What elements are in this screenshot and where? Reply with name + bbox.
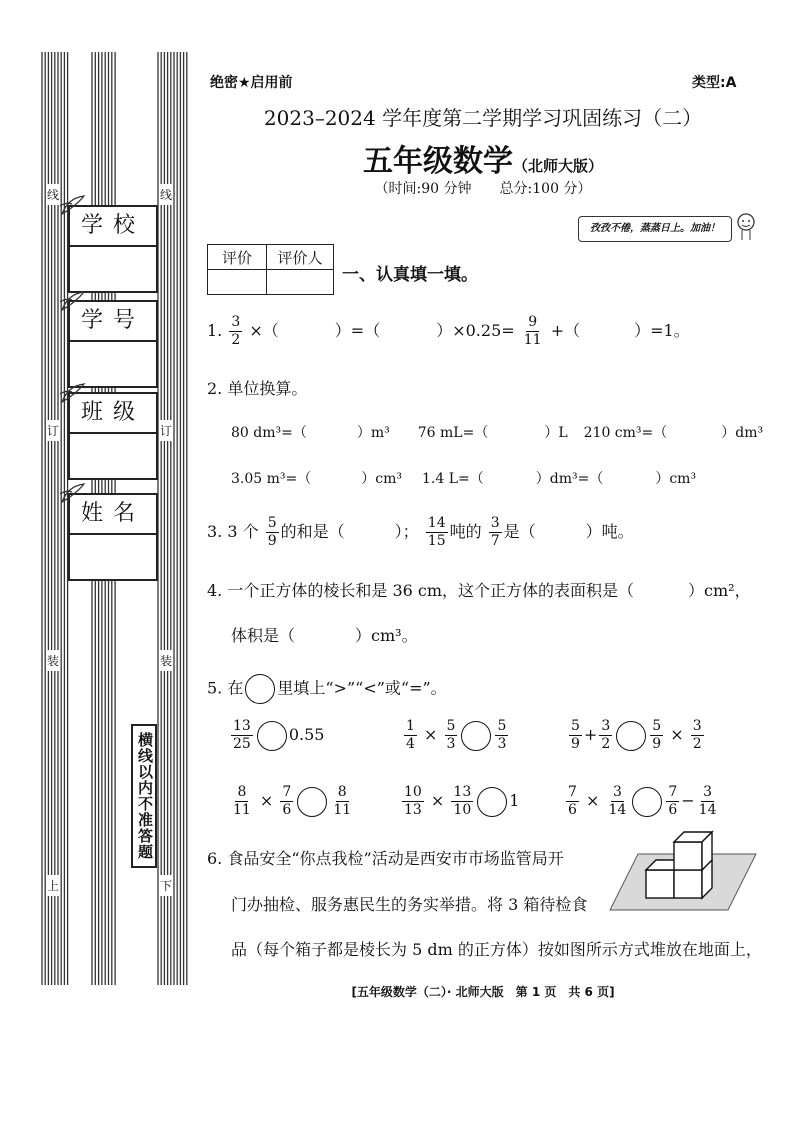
q1-fraction-a bbox=[229, 314, 242, 349]
q1-fraction-b bbox=[522, 314, 544, 349]
cube-bottom-left bbox=[646, 870, 674, 898]
q3-fraction-c bbox=[489, 515, 502, 550]
q5-1c-ad: 9 bbox=[571, 736, 580, 752]
leaf-icon bbox=[58, 380, 88, 406]
q2-row-2 bbox=[231, 468, 696, 488]
q5-1b-op: × bbox=[424, 725, 438, 744]
binding-char-ding-right: 订 bbox=[160, 420, 172, 441]
name-label: 姓名 bbox=[70, 495, 156, 535]
q2-r1-b: ）m³ bbox=[356, 425, 390, 441]
student-number-label: 学号 bbox=[70, 302, 156, 342]
q2-title: 单位换算。 bbox=[227, 379, 308, 398]
q5-1c-circle[interactable] bbox=[616, 721, 646, 751]
q3-fraction-b bbox=[426, 515, 448, 550]
question-6-line-3: 品（每个箱子都是棱长为 5 dm 的正方体）按如图所示方式堆放在地面上， bbox=[231, 940, 762, 959]
q1-text-3: ）×0.25= bbox=[436, 321, 515, 340]
q5-2c-cn: 7 bbox=[668, 784, 678, 800]
edition-label: （北师大版） bbox=[512, 157, 603, 175]
question-5-title bbox=[207, 674, 447, 704]
score-col-evaluation: 评价 bbox=[208, 245, 267, 270]
q3-fc-den: 7 bbox=[490, 533, 500, 549]
q5-1c-an: 5 bbox=[571, 718, 580, 734]
q5-2a-ad: 11 bbox=[233, 802, 251, 818]
question-4-line-1 bbox=[207, 578, 751, 601]
binding-char-shang: 上 bbox=[47, 875, 59, 896]
q5-number: 5. bbox=[207, 678, 223, 698]
q3-fb-den: 15 bbox=[427, 533, 446, 549]
q6-text-1: 食品安全“你点我检”活动是西安市市场监管局开 bbox=[227, 849, 564, 868]
compare-circle-icon bbox=[245, 674, 275, 704]
question-3 bbox=[207, 515, 634, 550]
leaf-icon bbox=[58, 480, 88, 506]
q1-number: 1. bbox=[207, 321, 223, 340]
q5-2b-bd: 10 bbox=[453, 802, 472, 818]
exam-type: 类型:A bbox=[692, 75, 737, 91]
q3-text-6: ）吨。 bbox=[585, 522, 634, 541]
q5-2a-bn: 7 bbox=[282, 784, 292, 800]
q5-2c-op2: − bbox=[681, 791, 695, 810]
leaf-icon bbox=[58, 288, 88, 314]
q5-1b-bn: 5 bbox=[446, 718, 456, 734]
time-score-line bbox=[213, 178, 753, 198]
q2-row-1 bbox=[231, 422, 763, 442]
q3-fraction-a bbox=[266, 515, 279, 550]
binding-char-zhuang-left: 装 bbox=[47, 650, 59, 671]
name-field bbox=[68, 493, 158, 581]
binding-char-xian-right: 线 bbox=[160, 184, 172, 205]
q2-r1-e: 210 cm³=（ bbox=[583, 425, 668, 441]
q1-fb-den: 11 bbox=[523, 332, 542, 348]
q5-item-2b bbox=[400, 784, 519, 819]
q5-2a-cd: 11 bbox=[333, 802, 352, 818]
q5-2c-dd: 14 bbox=[698, 802, 717, 818]
q5-text-1: 在 bbox=[227, 678, 244, 698]
q3-fc-num: 3 bbox=[490, 515, 500, 531]
q5-1c-cn: 5 bbox=[652, 718, 662, 734]
page-title bbox=[213, 136, 753, 180]
q3-text-5: 是（ bbox=[503, 522, 536, 541]
q5-2a-cn: 8 bbox=[337, 784, 347, 800]
score-cell-evaluator[interactable] bbox=[267, 270, 334, 295]
q5-2b-ad: 13 bbox=[404, 802, 422, 818]
q4-text-3: 体积是（ bbox=[231, 626, 296, 645]
no-answer-warning: 横线以内不准答题 bbox=[131, 724, 157, 868]
q5-item-2c bbox=[564, 784, 721, 819]
total-score: 总分:100 分） bbox=[499, 181, 592, 197]
q5-1a-den: 25 bbox=[233, 736, 251, 752]
q1-fb-num: 9 bbox=[528, 314, 538, 330]
q2-r1-d: ）L bbox=[544, 425, 568, 441]
q1-fa-den: 2 bbox=[231, 332, 241, 348]
q2-r2-e: ）cm³ bbox=[655, 471, 697, 487]
q5-item-1c bbox=[567, 718, 706, 753]
q5-1c-dd: 2 bbox=[692, 736, 702, 752]
q5-2c-dn: 3 bbox=[703, 784, 713, 800]
q1-fa-num: 3 bbox=[231, 314, 241, 330]
q3-number: 3. bbox=[207, 522, 223, 541]
q5-1c-dn: 3 bbox=[692, 718, 702, 734]
q4-text-4: ）cm³。 bbox=[355, 626, 418, 645]
time-limit: （时间:90 分钟 bbox=[374, 181, 472, 197]
q5-2a-op: × bbox=[259, 791, 274, 810]
q3-text-1: 3 个 bbox=[227, 522, 259, 541]
q5-1b-bd: 3 bbox=[446, 736, 456, 752]
q5-1a-circle[interactable] bbox=[257, 721, 287, 751]
leaf-icon bbox=[58, 192, 88, 218]
question-6-line-1 bbox=[207, 846, 564, 869]
q2-r1-c: 76 mL=（ bbox=[417, 425, 489, 441]
cube-top bbox=[674, 842, 702, 870]
q2-r2-b: ）cm³ bbox=[361, 471, 402, 487]
q5-2c-op1: × bbox=[586, 791, 600, 810]
q3-fb-num: 14 bbox=[427, 515, 446, 531]
cube-bottom-right bbox=[674, 870, 702, 898]
q5-item-2a bbox=[229, 784, 355, 819]
class-blank[interactable] bbox=[70, 434, 156, 478]
q1-text-1: ×（ bbox=[249, 321, 279, 340]
q2-r2-d: ）dm³=（ bbox=[535, 471, 604, 487]
cartoon-face-icon bbox=[733, 210, 759, 242]
q1-text-4: +（ bbox=[550, 321, 581, 340]
q5-1c-cd: 9 bbox=[652, 736, 662, 752]
q5-2b-an: 10 bbox=[404, 784, 422, 800]
stacked-cubes-figure bbox=[608, 826, 758, 912]
q5-2c-bd: 14 bbox=[608, 802, 627, 818]
q5-2b-bn: 13 bbox=[453, 784, 472, 800]
q3-text-2: 的和是（ bbox=[280, 522, 345, 541]
q2-r2-a: 3.05 m³=（ bbox=[231, 471, 312, 487]
question-2-title bbox=[207, 376, 307, 399]
q5-2b-op: × bbox=[430, 791, 445, 810]
question-6-line-2: 门办抽检、服务惠民生的务实举措。将 3 箱待检食 bbox=[231, 895, 588, 914]
q5-2b-circle[interactable] bbox=[477, 787, 507, 817]
question-1 bbox=[207, 314, 690, 349]
q5-1c-op1: + bbox=[583, 725, 598, 744]
q5-2c-bn: 3 bbox=[612, 784, 622, 800]
score-table bbox=[207, 244, 334, 295]
score-cell-evaluation[interactable] bbox=[208, 270, 267, 295]
q5-1c-op2: × bbox=[670, 725, 684, 744]
q5-1c-bd: 2 bbox=[601, 736, 611, 752]
binding-char-ding-left: 订 bbox=[47, 420, 59, 441]
main-title-text: 五年级数学 bbox=[362, 144, 513, 179]
q5-1b-cd: 3 bbox=[497, 736, 507, 752]
question-4-line-2 bbox=[231, 623, 418, 646]
q4-text-2: ）cm²， bbox=[688, 581, 751, 600]
q5-2c-circle[interactable] bbox=[632, 787, 662, 817]
q4-text-1: 一个正方体的棱长和是 36 cm，这个正方体的表面积是（ bbox=[227, 581, 635, 600]
q2-number: 2. bbox=[207, 379, 223, 398]
q5-2c-an: 7 bbox=[568, 784, 577, 800]
q2-r1-f: ）dm³ bbox=[721, 425, 764, 441]
q5-1a-tail: 0.55 bbox=[288, 725, 325, 744]
q5-1a-num: 13 bbox=[233, 718, 251, 734]
q6-number: 6. bbox=[207, 849, 223, 868]
class-label: 班级 bbox=[70, 394, 156, 434]
confidential-mark: 绝密★启用前 bbox=[210, 75, 293, 91]
q2-r1-a: 80 dm³=（ bbox=[231, 425, 307, 441]
q5-text-2: 里填上“>”“<”或“=”。 bbox=[277, 678, 447, 698]
q5-item-1b bbox=[402, 718, 510, 753]
year-title: 2023–2024 学年度第二学期学习巩固练习（二） bbox=[263, 106, 703, 130]
score-col-evaluator: 评价人 bbox=[267, 245, 334, 270]
q5-2a-bd: 6 bbox=[282, 802, 292, 818]
q3-text-3: ）； bbox=[394, 522, 419, 541]
q5-1b-ad: 4 bbox=[406, 736, 415, 752]
q5-2a-circle[interactable] bbox=[297, 787, 327, 817]
q5-1c-bn: 3 bbox=[601, 718, 611, 734]
name-blank[interactable] bbox=[70, 535, 156, 579]
binding-char-zhuang-right: 装 bbox=[160, 650, 172, 671]
q5-2c-ad: 6 bbox=[568, 802, 577, 818]
q5-item-1a bbox=[229, 718, 324, 753]
q5-1b-an: 1 bbox=[406, 718, 415, 734]
motto-badge: 孜孜不倦，蒸蒸日上。加油！ bbox=[578, 216, 732, 242]
q5-1b-circle[interactable] bbox=[461, 721, 491, 751]
school-field bbox=[68, 205, 158, 293]
school-blank[interactable] bbox=[70, 247, 156, 291]
q1-text-2: ）=（ bbox=[334, 321, 381, 340]
q4-number: 4. bbox=[207, 581, 223, 600]
page-footer: [五年级数学（二）· 北师大版 第 1 页 共 6 页] bbox=[351, 985, 615, 999]
q5-2c-cd: 6 bbox=[668, 802, 678, 818]
q5-2b-tail: 1 bbox=[509, 791, 520, 810]
school-label: 学校 bbox=[70, 207, 156, 247]
q2-r2-c: 1.4 L=（ bbox=[421, 471, 484, 487]
q3-text-4: 吨的 bbox=[449, 522, 482, 541]
binding-char-xia: 下 bbox=[160, 875, 172, 896]
q3-fa-num: 5 bbox=[267, 515, 277, 531]
q5-2a-an: 8 bbox=[237, 784, 247, 800]
q5-1b-cn: 5 bbox=[497, 718, 507, 734]
binding-char-xian-left: 线 bbox=[47, 184, 59, 205]
q3-fa-den: 9 bbox=[267, 533, 277, 549]
section-heading: 一、认真填一填。 bbox=[342, 265, 478, 285]
q1-text-5: ）=1。 bbox=[634, 321, 690, 340]
